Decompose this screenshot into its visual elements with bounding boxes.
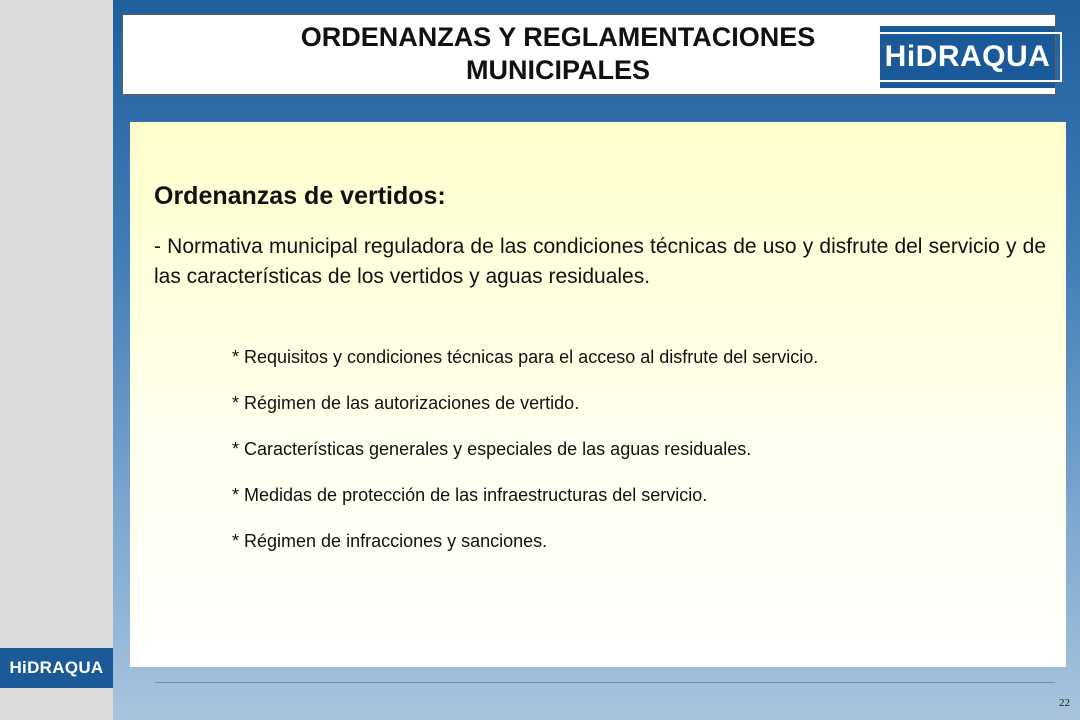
left-sidebar-strip [0,0,113,720]
description-paragraph: - Normativa municipal reguladora de las condiciones técnicas de uso y disfrute del servicio y de las características de los vertidos y aguas residuales. [154,235,1046,288]
list-item: * Características generales y especiales de las aguas residuales. [232,439,752,459]
section-heading: Ordenanzas de vertidos: [154,182,446,210]
list-item: * Régimen de las autorizaciones de vertido. [232,393,580,413]
hidraqua-logo-top [880,26,1055,88]
title-line-1: ORDENANZAS Y REGLAMENTACIONES [300,22,816,52]
list-item: * Régimen de infracciones y sanciones. [232,531,548,551]
logo-bottom-text: HiDRAQUA [9,658,104,677]
list-item: * Medidas de protección de las infraestructuras del servicio. [232,485,708,505]
bullet-list [232,346,818,576]
page-title [193,21,923,87]
footer-divider [155,682,1055,683]
logo-text: HiDRAQUA [873,32,1063,82]
list-item: * Requisitos y condiciones técnicas para el acceso al disfrute del servicio. [232,347,819,367]
title-line-2: MUNICIPALES [465,55,650,85]
title-box [122,14,1056,95]
page-number: 22 [1059,697,1070,709]
content-panel [130,122,1066,667]
hidraqua-logo-bottom [0,648,113,688]
